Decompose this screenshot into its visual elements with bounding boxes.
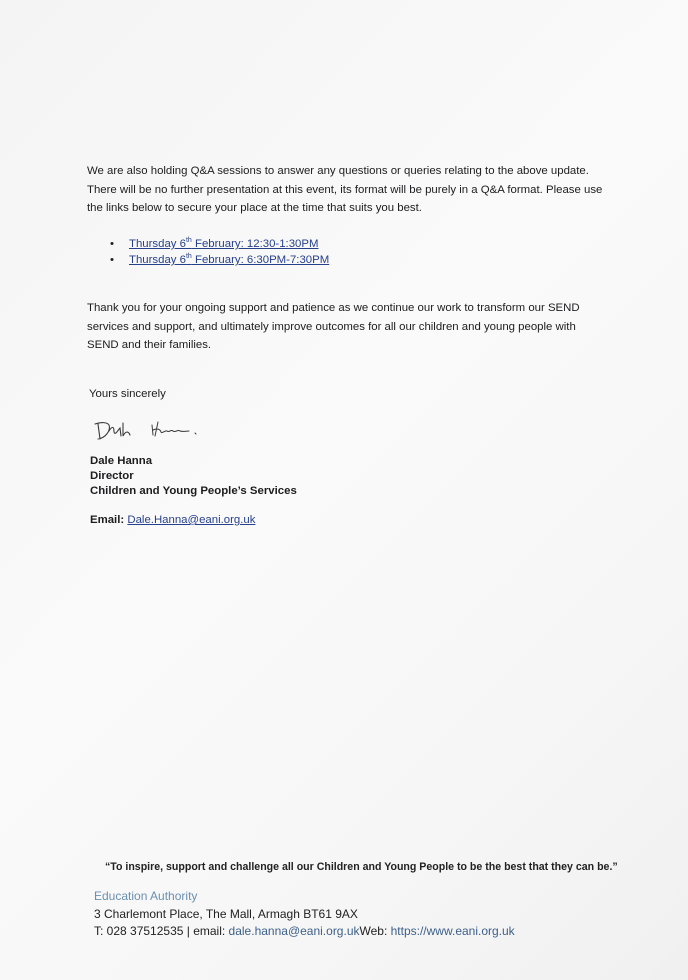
list-item — [110, 236, 329, 252]
session-links-list — [110, 236, 329, 268]
signatory-title: Director — [90, 470, 134, 482]
intro-paragraph: We are also holding Q&A sessions to answer any questions or queries relating to the above update. There will be no further presentation at this event, its format will be purely in a Q&A format. Please use the links below to secure your place at the time that suits you best. — [87, 165, 603, 214]
footer-contact — [94, 888, 515, 941]
email-label: Email: — [90, 514, 128, 526]
signatory-name: Dale Hanna — [90, 455, 153, 467]
footer-quote: “To inspire, support and challenge all our Children and Young People to be the best that they can be.” — [105, 861, 618, 873]
list-item — [110, 252, 329, 268]
footer-web-link[interactable]: https://www.eani.org.uk — [390, 924, 515, 938]
session-link-afternoon[interactable]: Thursday 6th February: 12:30-1:30PM — [129, 237, 319, 250]
organisation-address: 3 Charlemont Place, The Mall, Armagh BT61 9AX — [94, 906, 358, 921]
signatory-department: Children and Young People’s Services — [90, 485, 297, 497]
session-link-evening[interactable]: Thursday 6th February: 6:30PM-7:30PM — [129, 253, 330, 266]
email-line — [90, 514, 255, 526]
closing-line: Yours sincerely — [89, 388, 166, 400]
signature-block — [90, 454, 297, 499]
footer-email-link[interactable]: dale.hanna@eani.org.uk — [228, 924, 360, 938]
handwritten-signature — [92, 414, 207, 444]
thanks-paragraph: Thank you for your ongoing support and patience as we continue our work to transform our SEND services and support, and ultimately improve outcomes for all our children and young people with SEND and their families. — [87, 302, 580, 351]
email-link[interactable]: Dale.Hanna@eani.org.uk — [127, 514, 256, 526]
contact-prefix: T: 028 37512535 | email: — [94, 924, 229, 938]
web-label: Web: — [359, 924, 391, 938]
organisation-name: Education Authority — [94, 889, 198, 903]
